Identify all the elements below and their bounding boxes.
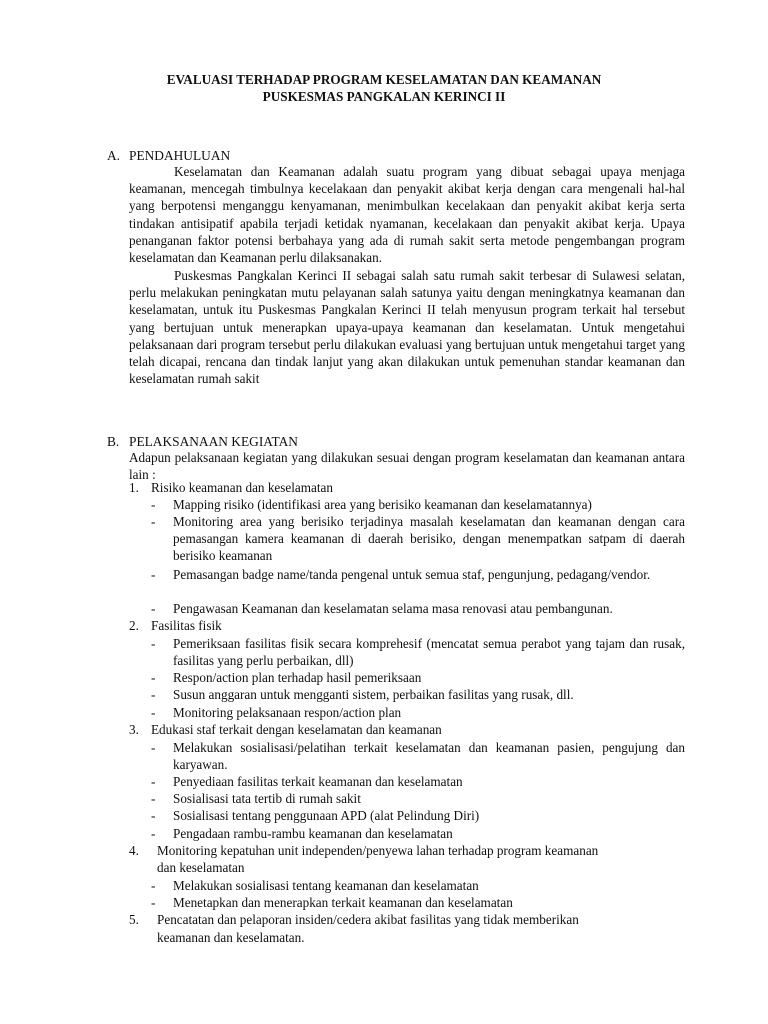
list-item-1 <box>129 479 685 496</box>
list-item-5-number: 5. <box>129 912 139 927</box>
section-b-letter: B. <box>107 434 120 449</box>
list-item-1-label: Risiko keamanan dan keselamatan <box>151 480 333 495</box>
section-a-paragraph-1: Keselamatan dan Keamanan adalah suatu program yang dibuat sebagai upaya menjaga keamanan, mencegah timbulnya kecelakaan dan penyakit akibat kerja dengan cara mengenali hal-hal yang berpotensi menganggu kenyamanan, menimbulkan kecelakaan dan penyakit akibat kerja serta tindakan antisipatif apabila terjadi ketidak nyamanan, kecelakaan dan penyakit akibat kerja. Upaya penanganan faktor potensi berbahaya yang ada di rumah sakit serta metode pengembangan program keselamatan dan Keamanan perlu dilaksanakan. <box>129 164 685 266</box>
section-b-intro: Adapun pelaksanaan kegiatan yang dilakukan sesuai dengan program keselamatan dan keamanan antara lain : <box>129 450 685 482</box>
sub-item: - Sosialisasi tata tertib di rumah sakit <box>151 791 361 806</box>
sub-item: - Penyediaan fasilitas terkait keamanan dan keselamatan <box>151 774 463 789</box>
section-a-letter: A. <box>107 148 121 163</box>
sub-item: - Mapping risiko (identifikasi area yang berisiko keamanan dan keselamatannya) <box>151 497 592 512</box>
list-item-4-number: 4. <box>129 843 139 858</box>
title-line-1: EVALUASI TERHADAP PROGRAM KESELAMATAN DAN KEAMANAN <box>166 72 602 87</box>
list-item-2 <box>129 617 685 634</box>
list-item-1-number: 1. <box>129 480 139 495</box>
sub-item: - Pemasangan badge name/tanda pengenal untuk semua staf, pengunjung, pedagang/vendor. <box>151 567 651 582</box>
list-item-5-label: Pencatatan dan pelaporan insiden/cedera akibat fasilitas yang tidak memberikan <box>157 912 579 927</box>
sub-item: - Pengadaan rambu-rambu keamanan dan keselamatan <box>151 826 453 841</box>
title-line-2: PUSKESMAS PANGKALAN KERINCI II <box>262 89 506 104</box>
sub-item: - Sosialisasi tentang penggunaan APD (alat Pelindung Diri) <box>151 808 480 823</box>
list-item-3 <box>129 721 685 738</box>
sub-item: - Melakukan sosialisasi tentang keamanan dan keselamatan <box>151 878 479 893</box>
list-item-4 <box>129 842 685 859</box>
sub-item: - Pengawasan Keamanan dan keselamatan selama masa renovasi atau pembangunan. <box>151 601 613 616</box>
sub-item: - Monitoring area yang berisiko terjadinya masalah keselamatan dan keamanan dengan cara pemasangan kamera keamanan di daerah berisiko, dengan menempatkan satpam di daerah berisiko keamanan <box>151 514 685 563</box>
list-item-4-label-continued: dan keselamatan <box>157 860 245 875</box>
sub-item: - Susun anggaran untuk mengganti sistem, perbaikan fasilitas yang rusak, dll. <box>151 687 574 702</box>
list-item-5 <box>129 911 685 928</box>
sub-item: - Respon/action plan terhadap hasil pemeriksaan <box>151 670 422 685</box>
section-a-title: PENDAHULUAN <box>129 148 231 163</box>
sub-item: - Menetapkan dan menerapkan terkait keamanan dan keselamatan <box>151 895 513 910</box>
section-a-heading <box>107 147 230 164</box>
section-b-title: PELAKSANAAN KEGIATAN <box>129 434 298 449</box>
sub-item: - Pemeriksaan fasilitas fisik secara komprehesif (mencatat semua perabot yang tajam dan rusak, fasilitas yang perlu perbaikan, dll) <box>151 636 685 668</box>
section-b-heading <box>107 433 298 450</box>
list-item-3-label: Edukasi staf terkait dengan keselamatan dan keamanan <box>151 722 442 737</box>
list-item-4-label: Monitoring kepatuhan unit independen/penyewa lahan terhadap program keamanan <box>157 843 599 858</box>
list-item-2-number: 2. <box>129 618 139 633</box>
document-title <box>0 71 768 105</box>
sub-item: - Melakukan sosialisasi/pelatihan terkait keselamatan dan keamanan pasien, pengujung dan karyawan. <box>151 740 685 772</box>
list-item-2-label: Fasilitas fisik <box>151 618 222 633</box>
list-item-3-number: 3. <box>129 722 139 737</box>
sub-item: - Monitoring pelaksanaan respon/action plan <box>151 705 402 720</box>
section-a-paragraph-2: Puskesmas Pangkalan Kerinci II sebagai salah satu rumah sakit terbesar di Sulawesi selatan, perlu melakukan peningkatan mutu pelayanan salah satunya yaitu dengan meningkatnya keamanan dan keselamatan, untuk itu Puskesmas Pangkalan Kerinci II telah menyusun program terkait hal tersebut yang bertujuan untuk menerapkan upaya-upaya keamanan dan keselamatan. Untuk mengetahui pelaksanaan dari program tersebut perlu dilakukan evaluasi yang bertujuan untuk mengetahui target yang telah dicapai, rencana dan tindak lanjut yang akan dilakukan untuk pemenuhan standar keamanan dan keselamatan rumah sakit <box>129 268 685 387</box>
list-item-5-label-continued: keamanan dan keselamatan. <box>157 930 305 945</box>
